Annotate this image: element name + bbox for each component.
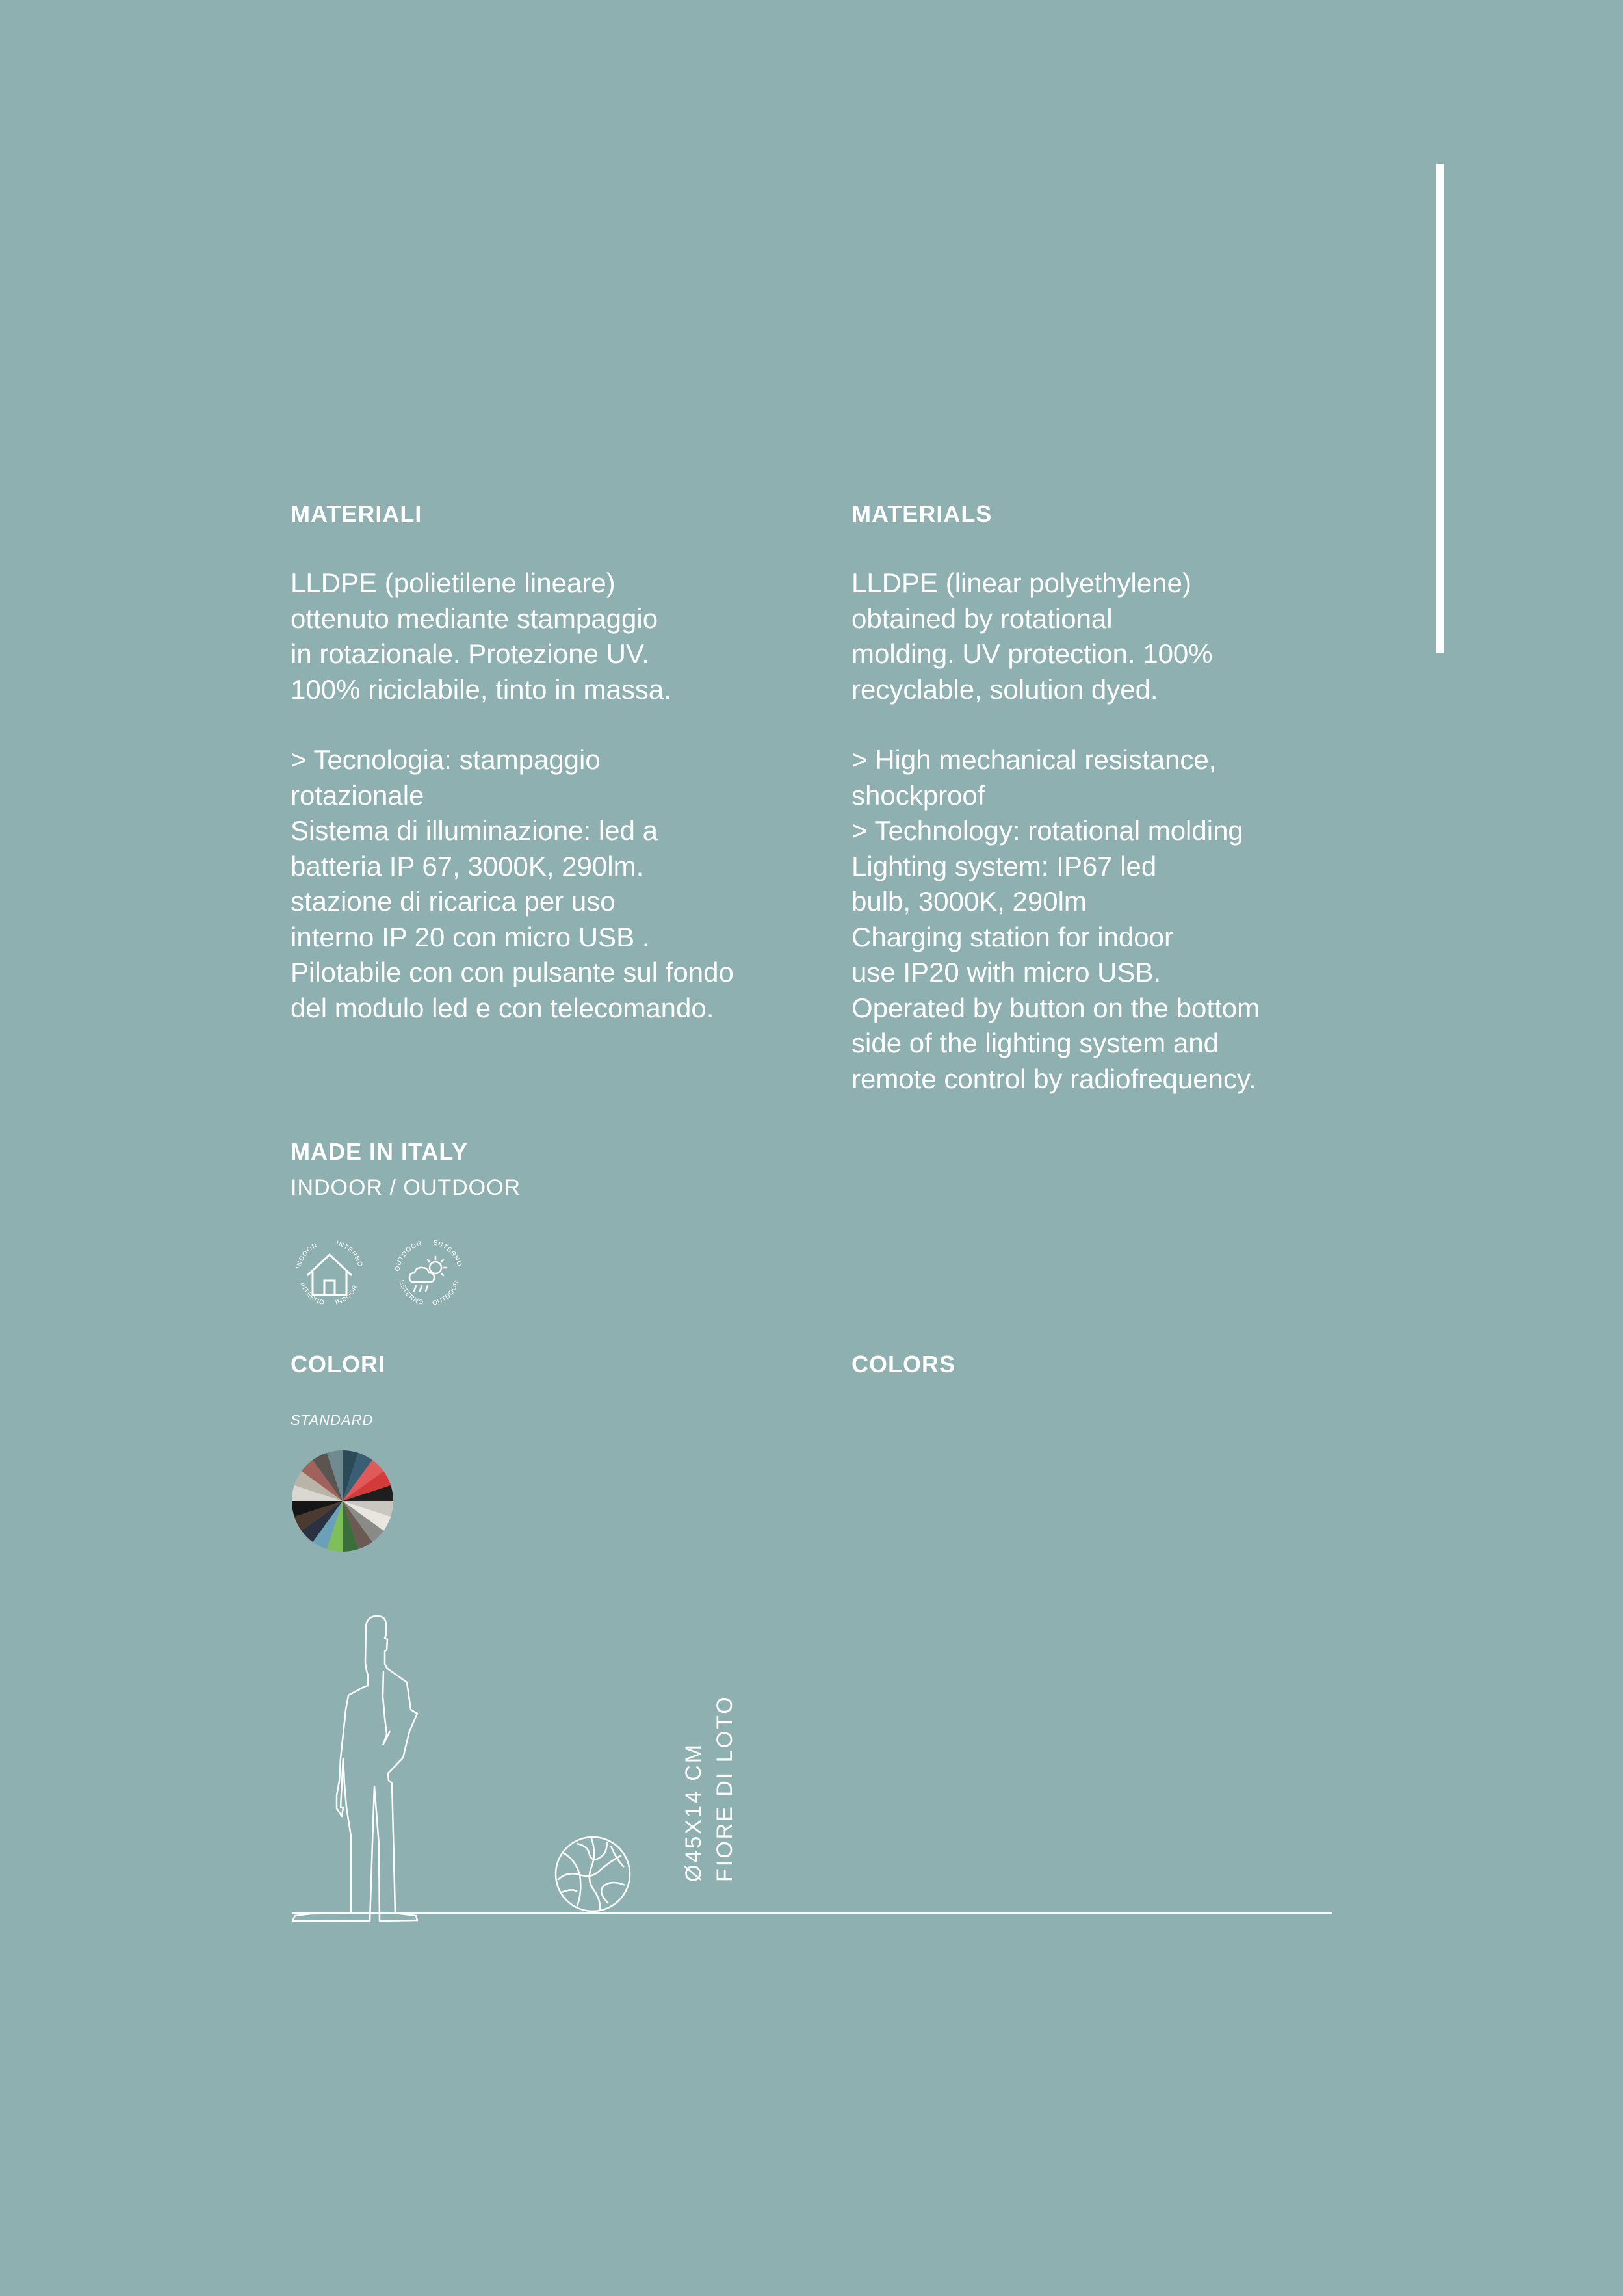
text-line: stazione di ricarica per uso — [291, 886, 616, 917]
materials-heading-en: MATERIALS — [851, 501, 993, 527]
scale-drawing — [286, 1612, 1339, 1924]
materials-text-it — [291, 566, 671, 707]
text-line: shockproof — [851, 779, 985, 811]
text-line: Pilotabile con con pulsante sul fondo — [291, 957, 734, 987]
badge-text-top-right: INTERNO — [335, 1240, 364, 1268]
text-line: remote control by radiofrequency. — [851, 1063, 1256, 1094]
text-line: Charging station for indoor — [851, 921, 1173, 952]
text-line: recyclable, solution dyed. — [851, 673, 1158, 705]
colors-heading-en: COLORS — [851, 1351, 956, 1377]
text-line: in rotazionale. Protezione UV. — [291, 638, 649, 669]
indoor-outdoor-label: INDOOR / OUTDOOR — [291, 1175, 521, 1200]
text-line: molding. UV protection. 100% — [851, 638, 1213, 669]
indoor-badge — [291, 1235, 369, 1313]
human-silhouette — [292, 1616, 417, 1921]
product-dimension: Ø45X14 CM — [681, 1742, 706, 1882]
text-line: LLDPE (polietilene lineare) — [291, 567, 616, 598]
badge-text-bottom-right: INDOOR — [334, 1283, 360, 1307]
badge-text-top-left: OUTDOOR — [394, 1240, 423, 1272]
decorative-vertical-bar — [1436, 164, 1444, 653]
text-line: > Technology: rotational molding — [851, 815, 1243, 846]
badge-text-bottom-left: INTERNO — [298, 1281, 326, 1307]
text-line: rotazionale — [291, 779, 424, 811]
technology-text-it — [291, 742, 734, 1026]
badge-text-top-right: ESTERNO — [432, 1239, 463, 1268]
text-line: > High mechanical resistance, — [851, 744, 1217, 775]
color-swatch-wheel — [291, 1449, 395, 1553]
house-icon — [307, 1255, 352, 1295]
lotus-lamp-icon — [556, 1837, 630, 1911]
text-line: > Tecnologia: stampaggio — [291, 744, 601, 775]
text-line: del modulo led e con telecomando. — [291, 992, 714, 1023]
text-line: 100% riciclabile, tinto in massa. — [291, 673, 671, 705]
text-line: ottenuto mediante stampaggio — [291, 603, 658, 634]
text-line: Lighting system: IP67 led — [851, 850, 1157, 881]
product-name: FIORE DI LOTO — [712, 1695, 737, 1882]
text-line: bulb, 3000K, 290lm — [851, 886, 1087, 917]
text-line: LLDPE (linear polyethylene) — [851, 567, 1191, 598]
badge-text-top-left: INDOOR — [294, 1242, 319, 1270]
standard-label: STANDARD — [291, 1412, 374, 1428]
technology-text-en — [851, 742, 1260, 1097]
colors-heading-it: COLORI — [291, 1351, 385, 1377]
materials-text-en — [851, 566, 1213, 707]
text-line: Operated by button on the bottom — [851, 992, 1260, 1023]
product-label-vertical — [678, 1695, 740, 1882]
human-arm-inner — [383, 1671, 390, 1745]
sun-cloud-rain-icon — [409, 1257, 447, 1291]
text-line: use IP20 with micro USB. — [851, 957, 1162, 987]
text-line: batteria IP 67, 3000K, 290lm. — [291, 850, 644, 881]
outdoor-badge — [390, 1235, 468, 1313]
text-line: interno IP 20 con micro USB . — [291, 921, 650, 952]
badge-text-bottom-right: OUTDOOR — [432, 1279, 461, 1307]
badge-text-bottom-left: ESTERNO — [397, 1279, 425, 1307]
text-line: obtained by rotational — [851, 603, 1113, 634]
made-in-italy-heading: MADE IN ITALY — [291, 1138, 469, 1165]
text-line: Sistema di illuminazione: led a — [291, 815, 658, 846]
materials-heading-it: MATERIALI — [291, 501, 422, 527]
text-line: side of the lighting system and — [851, 1028, 1219, 1058]
